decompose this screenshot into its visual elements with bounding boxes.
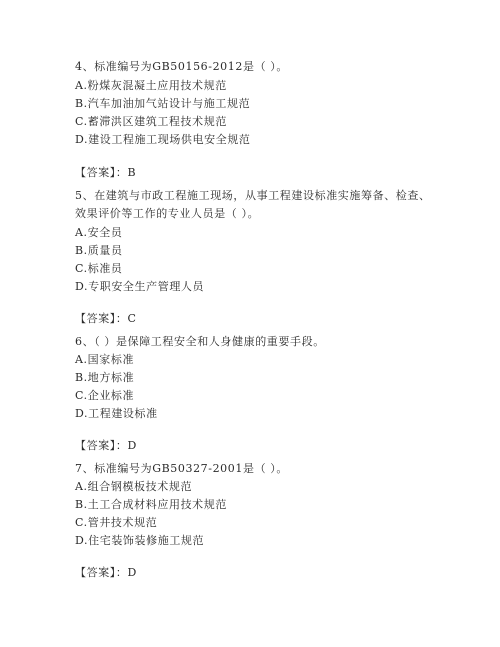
- question-7-option-b: B.土工合成材料应用技术规范: [75, 498, 227, 511]
- question-4-answer: 【答案】：B: [75, 166, 137, 179]
- question-4-option-a: A.粉煤灰混凝土应用技术规范: [75, 79, 227, 92]
- question-4-option-d: D.建设工程施工现场供电安全规范: [75, 133, 251, 146]
- question-4-option-b: B.汽车加油加气站设计与施工规范: [75, 97, 251, 110]
- question-7-stem: 7、标准编号为GB50327-2001是（ ）。: [75, 462, 288, 475]
- question-5-option-b: B.质量员: [75, 244, 123, 257]
- question-6-option-a: A.国家标准: [75, 353, 135, 366]
- question-5-option-d: D.专职安全生产管理人员: [75, 280, 205, 293]
- question-7-option-a: A.组合钢模板技术规范: [75, 480, 193, 493]
- question-5-stem-line-2: 效果评价等工作的专业人员是（ ）。: [75, 207, 260, 220]
- question-5-option-a: A.安全员: [75, 226, 123, 239]
- question-5-option-c: C.标准员: [75, 262, 123, 275]
- question-4-option-c: C.蓄滞洪区建筑工程技术规范: [75, 115, 227, 128]
- question-4-stem: 4、标准编号为GB50156-2012是（ ）。: [75, 60, 288, 73]
- question-5-answer: 【答案】：C: [75, 312, 137, 325]
- question-7-answer: 【答案】：D: [75, 566, 137, 579]
- question-7-option-d: D.住宅装饰装修施工规范: [75, 534, 205, 547]
- question-7-option-c: C.管井技术规范: [75, 516, 158, 529]
- question-6-option-b: B.地方标准: [75, 371, 135, 384]
- question-6-option-c: C.企业标准: [75, 389, 135, 402]
- question-6-answer: 【答案】：D: [75, 439, 137, 452]
- question-6-option-d: D.工程建设标准: [75, 407, 158, 420]
- question-6-stem: 6、（ ）是保障工程安全和人身健康的重要手段。: [75, 335, 325, 348]
- question-5-stem-line-1: 5、在建筑与市政工程施工现场，从事工程建设标准实施筹备、检查、: [75, 189, 431, 202]
